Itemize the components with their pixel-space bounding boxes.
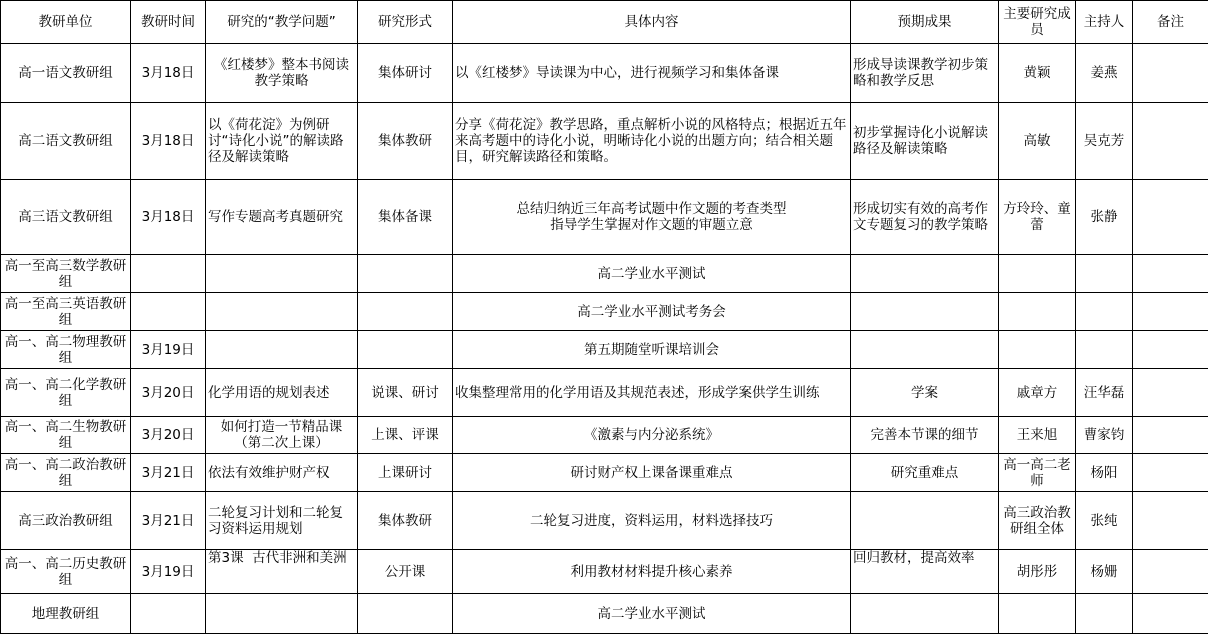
host-cell [1076, 293, 1133, 331]
date-cell: 3月20日 [131, 417, 206, 454]
host-cell: 姜燕 [1076, 44, 1133, 103]
table-row [1, 293, 1208, 331]
table-row [1, 331, 1208, 369]
date-cell: 3月19日 [131, 331, 206, 369]
form-cell: 公开课 [358, 550, 453, 594]
header-cell: 研究形式 [358, 1, 453, 44]
outcome-cell: 研究重难点 [851, 454, 999, 492]
content-cell: 分享《荷花淀》教学思路，重点解析小说的风格特点；根据近五年来高考题中的诗化小说，明晰诗化小说的出题方向；结合相关题目，研究解读路径和策略。 [453, 103, 851, 180]
members-cell: 高一高二老师 [999, 454, 1076, 492]
note-cell [1133, 492, 1208, 550]
header-cell: 教研时间 [131, 1, 206, 44]
content-cell: 利用教材材料提升核心素养 [453, 550, 851, 594]
host-cell: 吴克芳 [1076, 103, 1133, 180]
members-cell: 戚章方 [999, 369, 1076, 417]
form-cell: 集体教研 [358, 103, 453, 180]
host-cell: 杨姗 [1076, 550, 1133, 594]
unit-cell: 高三语文教研组 [1, 180, 131, 255]
unit-cell: 高一、高二生物教研组 [1, 417, 131, 454]
content-cell: 高二学业水平测试考务会 [453, 293, 851, 331]
outcome-cell [851, 331, 999, 369]
note-cell [1133, 255, 1208, 293]
date-cell: 3月18日 [131, 103, 206, 180]
note-cell [1133, 180, 1208, 255]
content-cell: 研讨财产权上课备课重难点 [453, 454, 851, 492]
form-cell: 说课、研讨 [358, 369, 453, 417]
unit-cell: 高二语文教研组 [1, 103, 131, 180]
date-cell: 3月19日 [131, 550, 206, 594]
header-cell: 主持人 [1076, 1, 1133, 44]
host-cell: 汪华磊 [1076, 369, 1133, 417]
problem-cell [206, 594, 358, 634]
header-cell: 预期成果 [851, 1, 999, 44]
unit-cell: 高一语文教研组 [1, 44, 131, 103]
table-row [1, 550, 1208, 594]
note-cell [1133, 417, 1208, 454]
host-cell [1076, 594, 1133, 634]
date-cell: 3月18日 [131, 180, 206, 255]
members-cell [999, 255, 1076, 293]
problem-cell [206, 293, 358, 331]
problem-cell: 如何打造一节精品课（第二次上课） [206, 417, 358, 454]
table-row [1, 454, 1208, 492]
host-cell: 张静 [1076, 180, 1133, 255]
unit-cell: 高一、高二化学教研组 [1, 369, 131, 417]
content-cell: 收集整理常用的化学用语及其规范表述，形成学案供学生训练 [453, 369, 851, 417]
host-cell [1076, 255, 1133, 293]
problem-cell [206, 255, 358, 293]
content-cell: 二轮复习进度，资料运用，材料选择技巧 [453, 492, 851, 550]
content-cell [453, 180, 851, 255]
date-cell [131, 594, 206, 634]
problem-cell: 《红楼梦》整本书阅读教学策略 [206, 44, 358, 103]
members-cell: 胡彤彤 [999, 550, 1076, 594]
note-cell [1133, 103, 1208, 180]
content-line: 指导学生掌握对作文题的审题立意 [550, 217, 753, 233]
content-cell: 高二学业水平测试 [453, 255, 851, 293]
form-cell [358, 293, 453, 331]
header-cell: 具体内容 [453, 1, 851, 44]
note-cell [1133, 550, 1208, 594]
outcome-cell [851, 492, 999, 550]
members-cell: 黄颖 [999, 44, 1076, 103]
outcome-cell: 形成导读课教学初步策略和教学反思 [851, 44, 999, 103]
members-cell: 高三政治教研组全体 [999, 492, 1076, 550]
unit-cell: 地理教研组 [1, 594, 131, 634]
header-cell: 研究的“教学问题” [206, 1, 358, 44]
unit-cell: 高一至高三英语教研组 [1, 293, 131, 331]
outcome-cell: 初步掌握诗化小说解读路径及解读策略 [851, 103, 999, 180]
table-row [1, 594, 1208, 634]
outcome-cell: 形成切实有效的高考作文专题复习的教学策略 [851, 180, 999, 255]
problem-cell: 化学用语的规划表述 [206, 369, 358, 417]
content-cell: 《激素与内分泌系统》 [453, 417, 851, 454]
form-cell [358, 594, 453, 634]
problem-cell: 依法有效维护财产权 [206, 454, 358, 492]
problem-cell: 以《荷花淀》为例研讨“诗化小说”的解读路径及解读策略 [206, 103, 358, 180]
table-row [1, 417, 1208, 454]
host-cell: 张纯 [1076, 492, 1133, 550]
header-cell: 主要研究成员 [999, 1, 1076, 44]
content-cell: 以《红楼梦》导读课为中心，进行视频学习和集体备课 [453, 44, 851, 103]
outcome-cell [851, 293, 999, 331]
problem-cell: 写作专题高考真题研究 [206, 180, 358, 255]
content-line: 总结归纳近三年高考试题中作文题的考查类型 [516, 201, 787, 217]
header-row [1, 1, 1208, 44]
date-cell: 3月20日 [131, 369, 206, 417]
form-cell: 上课、评课 [358, 417, 453, 454]
date-cell [131, 255, 206, 293]
members-cell: 方玲玲、童蕾 [999, 180, 1076, 255]
date-cell: 3月21日 [131, 492, 206, 550]
table-row [1, 103, 1208, 180]
members-cell [999, 594, 1076, 634]
members-cell [999, 293, 1076, 331]
table-row [1, 492, 1208, 550]
form-cell [358, 331, 453, 369]
note-cell [1133, 331, 1208, 369]
unit-cell: 高一至高三数学教研组 [1, 255, 131, 293]
outcome-cell: 学案 [851, 369, 999, 417]
table-row [1, 180, 1208, 255]
outcome-cell: 回归教材，提高效率 [851, 550, 999, 594]
form-cell: 集体教研 [358, 492, 453, 550]
date-cell: 3月18日 [131, 44, 206, 103]
unit-cell: 高一、高二政治教研组 [1, 454, 131, 492]
content-cell: 高二学业水平测试 [453, 594, 851, 634]
note-cell [1133, 44, 1208, 103]
problem-cell [206, 331, 358, 369]
content-cell: 第五期随堂听课培训会 [453, 331, 851, 369]
header-cell: 教研单位 [1, 1, 131, 44]
outcome-cell [851, 255, 999, 293]
problem-cell: 第3课 古代非洲和美洲 [206, 550, 358, 594]
table-row [1, 44, 1208, 103]
note-cell [1133, 454, 1208, 492]
host-cell [1076, 331, 1133, 369]
form-cell: 上课研讨 [358, 454, 453, 492]
unit-cell: 高一、高二物理教研组 [1, 331, 131, 369]
host-cell: 杨阳 [1076, 454, 1133, 492]
host-cell: 曹家钧 [1076, 417, 1133, 454]
members-cell [999, 331, 1076, 369]
form-cell [358, 255, 453, 293]
outcome-cell [851, 594, 999, 634]
members-cell: 王来旭 [999, 417, 1076, 454]
date-cell: 3月21日 [131, 454, 206, 492]
note-cell [1133, 293, 1208, 331]
unit-cell: 高三政治教研组 [1, 492, 131, 550]
problem-cell: 二轮复习计划和二轮复习资料运用规划 [206, 492, 358, 550]
form-cell: 集体研讨 [358, 44, 453, 103]
form-cell: 集体备课 [358, 180, 453, 255]
date-cell [131, 293, 206, 331]
members-cell: 高敏 [999, 103, 1076, 180]
unit-cell: 高一、高二历史教研组 [1, 550, 131, 594]
note-cell [1133, 594, 1208, 634]
table-row [1, 255, 1208, 293]
table-row [1, 369, 1208, 417]
note-cell [1133, 369, 1208, 417]
header-cell: 备注 [1133, 1, 1208, 44]
outcome-cell: 完善本节课的细节 [851, 417, 999, 454]
